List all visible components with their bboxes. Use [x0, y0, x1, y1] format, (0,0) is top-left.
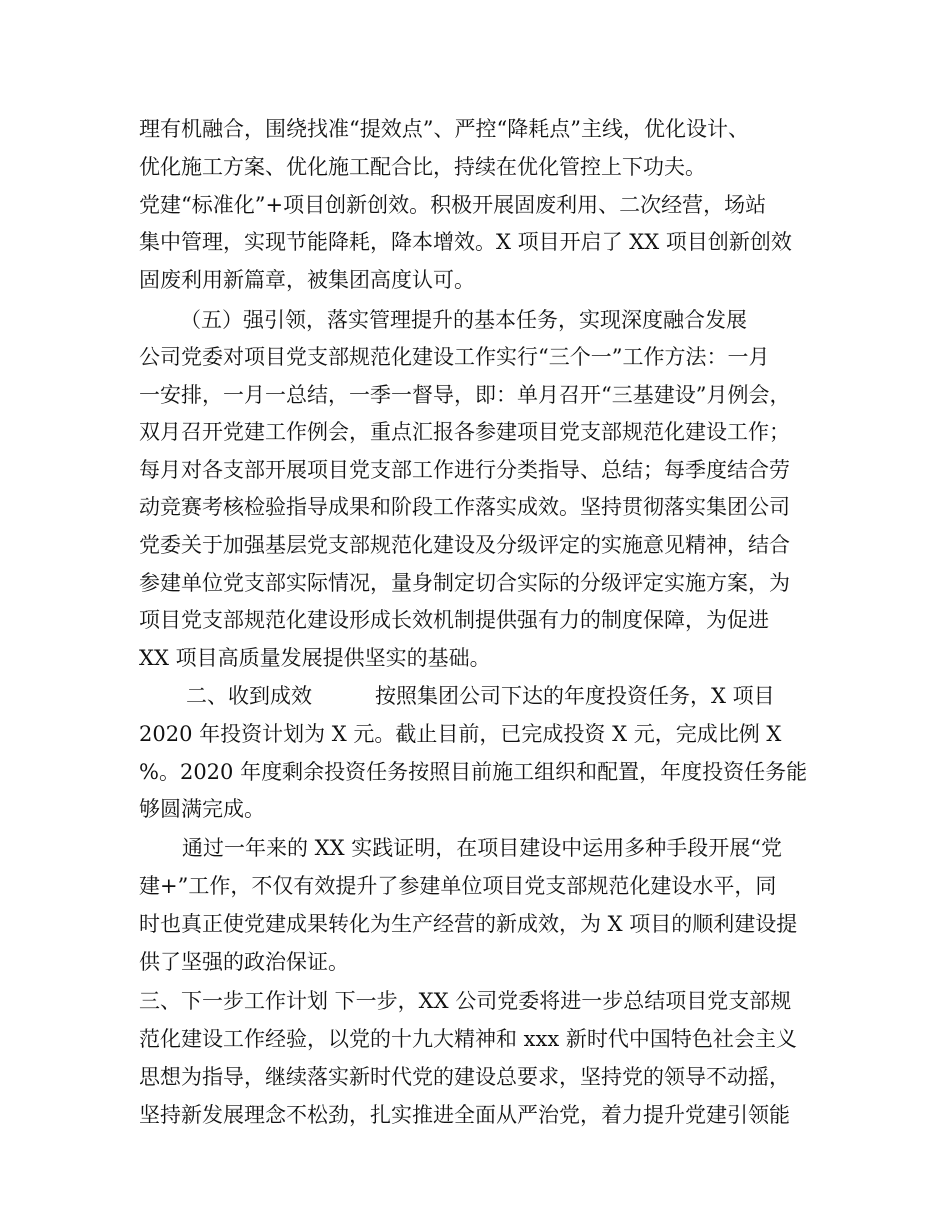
text-line: 供了坚强的政治保证。: [139, 950, 349, 974]
section-heading: 二、收到成效 按照集团公司下达的年度投资任务，X 项目: [186, 684, 775, 708]
text-line: 公司党委对项目党支部规范化建设工作实行“三个一”工作方法：一月: [139, 345, 770, 369]
text-line: 每月对各支部开展项目党支部工作进行分类指导、总结；每季度结合劳: [139, 458, 790, 482]
text-line: 党委关于加强基层党支部规范化建设及分级评定的实施意见精神，结合: [139, 533, 790, 557]
section-heading: （五）强引领，落实管理提升的基本任务，实现深度融合发展: [180, 308, 747, 332]
text-line: 坚持新发展理念不松劲，扎实推进全面从严治党，着力提升党建引领能: [139, 1103, 790, 1127]
text-line: XX 项目高质量发展提供坚实的基础。: [139, 646, 491, 670]
text-line: 建+”工作，不仅有效提升了参建单位项目党支部规范化建设水平，同: [139, 874, 777, 898]
text-line: 固废利用新篇章，被集团高度认可。: [139, 268, 475, 292]
text-line: 双月召开党建工作例会，重点汇报各参建项目党支部规范化建设工作；: [139, 420, 790, 444]
text-line: 范化建设工作经验，以党的十九大精神和 xxx 新时代中国特色社会主义: [139, 1027, 797, 1051]
text-line: %。2020 年度剩余投资任务按照目前施工组织和配置，年度投资任务能: [139, 760, 808, 784]
text-line: 时也真正使党建成果转化为生产经营的新成效，为 X 项目的顺利建设提: [139, 912, 798, 936]
text-line: 集中管理，实现节能降耗，降本增效。X 项目开启了 XX 项目创新创效: [139, 230, 792, 254]
text-line: 动竞赛考核检验指导成果和阶段工作落实成效。坚持贯彻落实集团公司: [139, 495, 790, 519]
text-line: 参建单位党支部实际情况，量身制定切合实际的分级评定实施方案，为: [139, 571, 790, 595]
text-line: 理有机融合，围绕找准“提效点”、严控“降耗点”主线，优化设计、: [139, 117, 749, 141]
text-line: 项目党支部规范化建设形成长效机制提供强有力的制度保障，为促进: [139, 608, 769, 632]
text-line: 通过一年来的 XX 实践证明，在项目建设中运用多种手段开展“党: [182, 836, 782, 860]
text-line: 思想为指导，继续落实新时代党的建设总要求，坚持党的领导不动摇，: [139, 1065, 790, 1089]
text-line: 够圆满完成。: [139, 797, 265, 821]
text-line: 2020 年投资计划为 X 元。截止目前，已完成投资 X 元，完成比例 X: [139, 722, 782, 746]
text-line: 优化施工方案、优化施工配合比，持续在优化管控上下功夫。: [139, 155, 706, 179]
section-heading: 三、下一步工作计划 下一步，XX 公司党委将进一步总结项目党支部规: [139, 989, 792, 1013]
text-line: 党建“标准化”+项目创新创效。积极开展固废利用、二次经营，场站: [139, 193, 767, 217]
text-line: 一安排，一月一总结，一季一督导，即：单月召开“三基建设”月例会，: [139, 383, 791, 407]
